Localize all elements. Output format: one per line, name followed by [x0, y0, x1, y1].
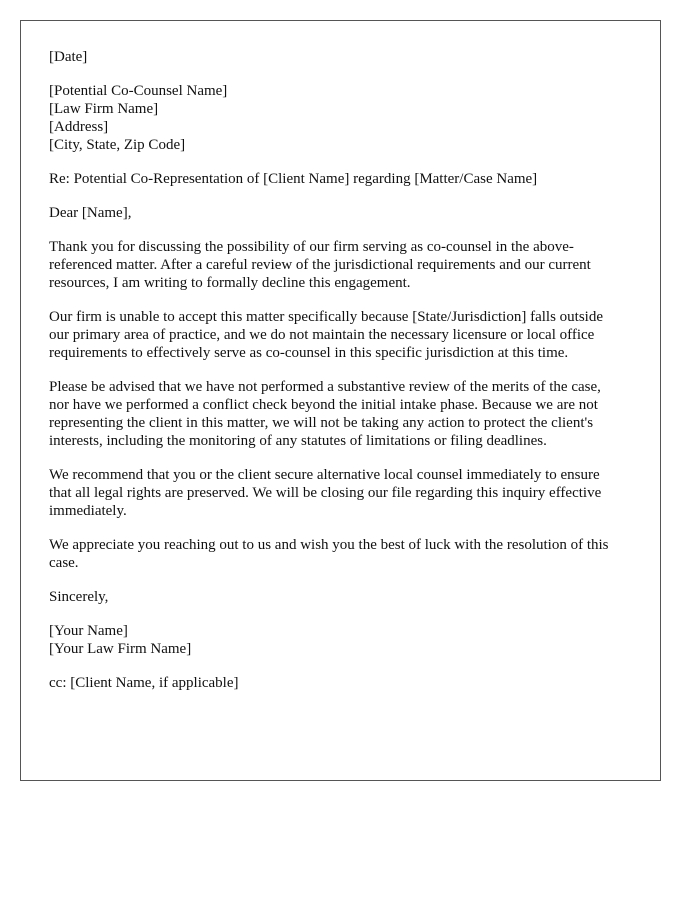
recipient-address: [Address] — [49, 119, 109, 135]
signature-name: [Your Name] — [49, 623, 128, 639]
body-paragraph: Please be advised that we have not performed a substantive review of the merits of the case, nor have we performed a conflict check beyond the initial intake phase. Because we are not representing the client in this matter, we will not be taking any action to protect the client's interests, including the monitoring of any statutes of limitations or filing deadlines. — [49, 379, 601, 449]
body-paragraph: Our firm is unable to accept this matter specifically because [State/Jurisdiction] falls outside our primary area of practice, and we do not maintain the necessary licensure or local office requirements to effectively serve as co-counsel in this specific jurisdiction at this time. — [49, 309, 603, 361]
recipient-name: [Potential Co-Counsel Name] — [49, 83, 228, 99]
recipient-block — [49, 82, 620, 154]
body-paragraph: We appreciate you reaching out to us and wish you the best of luck with the resolution of this case. — [49, 537, 609, 571]
body-paragraph: We recommend that you or the client secure alternative local counsel immediately to ensure that all legal rights are preserved. We will be closing our file regarding this inquiry effective immediately. — [49, 467, 602, 519]
body-paragraph: Thank you for discussing the possibility of our firm serving as co-counsel in the above-referenced matter. After a careful review of the jurisdictional requirements and our current resources, I am writing to formally decline this engagement. — [49, 239, 591, 291]
recipient-firm: [Law Firm Name] — [49, 101, 159, 117]
letter-document — [20, 20, 661, 781]
cc-line: cc: [Client Name, if applicable] — [49, 675, 239, 691]
signature-block — [49, 622, 620, 658]
letter-date: [Date] — [49, 49, 88, 65]
salutation: Dear [Name], — [49, 205, 132, 221]
recipient-city: [City, State, Zip Code] — [49, 137, 186, 153]
closing: Sincerely, — [49, 589, 109, 605]
subject-line: Re: Potential Co-Representation of [Client Name] regarding [Matter/Case Name] — [49, 171, 538, 187]
signature-firm: [Your Law Firm Name] — [49, 641, 192, 657]
